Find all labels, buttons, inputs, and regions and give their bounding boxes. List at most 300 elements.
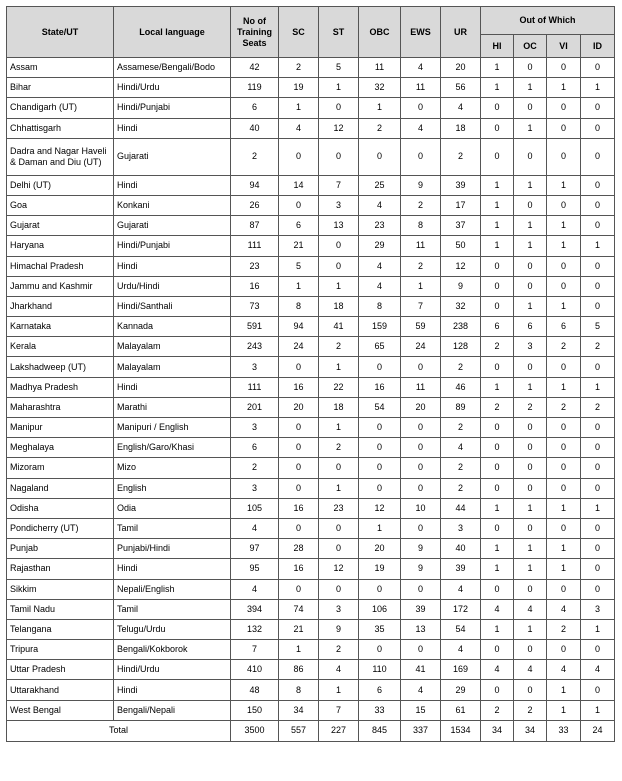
value-cell: 1	[581, 377, 615, 397]
table-row	[7, 195, 615, 215]
value-cell: 2	[441, 357, 481, 377]
value-cell: 0	[279, 438, 319, 458]
value-cell: 4	[441, 98, 481, 118]
value-cell: 3	[319, 195, 359, 215]
value-cell: 1	[581, 498, 615, 518]
value-cell: 2	[319, 640, 359, 660]
table-row	[7, 337, 615, 357]
total-cell: 34	[514, 720, 547, 741]
value-cell: 0	[481, 296, 514, 316]
table-row	[7, 216, 615, 236]
language-cell: Hindi	[114, 559, 231, 579]
value-cell: 22	[319, 377, 359, 397]
value-cell: 0	[359, 579, 401, 599]
language-cell: Hindi/Santhali	[114, 296, 231, 316]
value-cell: 0	[514, 276, 547, 296]
value-cell: 40	[231, 118, 279, 138]
value-cell: 0	[581, 58, 615, 78]
value-cell: 0	[581, 256, 615, 276]
value-cell: 5	[581, 317, 615, 337]
table-row	[7, 397, 615, 417]
header-language: Local language	[114, 7, 231, 58]
state-cell: Telangana	[7, 619, 114, 639]
value-cell: 3	[231, 357, 279, 377]
value-cell: 4	[231, 518, 279, 538]
state-cell: Jammu and Kashmir	[7, 276, 114, 296]
value-cell: 172	[441, 599, 481, 619]
value-cell: 1	[581, 236, 615, 256]
value-cell: 61	[441, 700, 481, 720]
table-row	[7, 579, 615, 599]
header-ur: UR	[441, 7, 481, 58]
value-cell: 48	[231, 680, 279, 700]
value-cell: 0	[581, 458, 615, 478]
value-cell: 0	[514, 58, 547, 78]
table-row	[7, 296, 615, 316]
state-cell: West Bengal	[7, 700, 114, 720]
state-cell: Odisha	[7, 498, 114, 518]
state-cell: Bihar	[7, 78, 114, 98]
value-cell: 9	[441, 276, 481, 296]
value-cell: 16	[279, 377, 319, 397]
value-cell: 0	[401, 458, 441, 478]
value-cell: 1	[547, 236, 581, 256]
value-cell: 1	[547, 559, 581, 579]
value-cell: 0	[359, 640, 401, 660]
value-cell: 1	[481, 175, 514, 195]
table-row	[7, 377, 615, 397]
value-cell: 1	[481, 377, 514, 397]
value-cell: 0	[319, 236, 359, 256]
value-cell: 4	[401, 680, 441, 700]
state-cell: Meghalaya	[7, 438, 114, 458]
value-cell: 0	[547, 58, 581, 78]
total-cell: 845	[359, 720, 401, 741]
value-cell: 0	[279, 478, 319, 498]
training-seats-table	[6, 6, 615, 742]
total-cell: 24	[581, 720, 615, 741]
value-cell: 201	[231, 397, 279, 417]
language-cell: Punjabi/Hindi	[114, 539, 231, 559]
value-cell: 4	[279, 118, 319, 138]
total-row	[7, 720, 615, 741]
value-cell: 39	[401, 599, 441, 619]
value-cell: 111	[231, 236, 279, 256]
value-cell: 2	[319, 438, 359, 458]
total-cell: 337	[401, 720, 441, 741]
value-cell: 0	[401, 438, 441, 458]
value-cell: 0	[547, 478, 581, 498]
value-cell: 0	[481, 98, 514, 118]
language-cell: Manipuri / English	[114, 418, 231, 438]
value-cell: 8	[279, 296, 319, 316]
value-cell: 19	[279, 78, 319, 98]
value-cell: 11	[401, 78, 441, 98]
value-cell: 1	[319, 357, 359, 377]
state-cell: Nagaland	[7, 478, 114, 498]
language-cell: Kannada	[114, 317, 231, 337]
value-cell: 1	[581, 78, 615, 98]
value-cell: 1	[319, 680, 359, 700]
value-cell: 7	[401, 296, 441, 316]
value-cell: 4	[319, 660, 359, 680]
value-cell: 11	[401, 236, 441, 256]
value-cell: 105	[231, 498, 279, 518]
value-cell: 0	[547, 118, 581, 138]
value-cell: 0	[547, 357, 581, 377]
header-id: ID	[581, 35, 615, 58]
header-state: State/UT	[7, 7, 114, 58]
value-cell: 18	[319, 397, 359, 417]
value-cell: 1	[547, 216, 581, 236]
value-cell: 0	[514, 579, 547, 599]
value-cell: 1	[481, 498, 514, 518]
value-cell: 35	[359, 619, 401, 639]
value-cell: 40	[441, 539, 481, 559]
value-cell: 0	[481, 418, 514, 438]
value-cell: 2	[441, 418, 481, 438]
state-cell: Karnataka	[7, 317, 114, 337]
table-row	[7, 276, 615, 296]
value-cell: 73	[231, 296, 279, 316]
value-cell: 0	[319, 539, 359, 559]
table-row	[7, 539, 615, 559]
language-cell: Tamil	[114, 599, 231, 619]
value-cell: 1	[547, 78, 581, 98]
value-cell: 5	[319, 58, 359, 78]
state-cell: Haryana	[7, 236, 114, 256]
value-cell: 0	[547, 518, 581, 538]
table-row	[7, 58, 615, 78]
table-row	[7, 138, 615, 175]
value-cell: 0	[547, 438, 581, 458]
value-cell: 0	[319, 518, 359, 538]
value-cell: 26	[231, 195, 279, 215]
value-cell: 8	[359, 296, 401, 316]
value-cell: 0	[481, 357, 514, 377]
value-cell: 6	[231, 438, 279, 458]
language-cell: Tamil	[114, 518, 231, 538]
value-cell: 4	[547, 660, 581, 680]
language-cell: Hindi/Urdu	[114, 660, 231, 680]
value-cell: 169	[441, 660, 481, 680]
value-cell: 0	[359, 438, 401, 458]
value-cell: 5	[279, 256, 319, 276]
value-cell: 0	[319, 256, 359, 276]
value-cell: 4	[514, 599, 547, 619]
value-cell: 15	[401, 700, 441, 720]
value-cell: 7	[319, 700, 359, 720]
value-cell: 1	[319, 78, 359, 98]
value-cell: 0	[581, 478, 615, 498]
value-cell: 1	[547, 700, 581, 720]
value-cell: 1	[547, 680, 581, 700]
value-cell: 50	[441, 236, 481, 256]
value-cell: 4	[581, 660, 615, 680]
table-row	[7, 438, 615, 458]
value-cell: 10	[401, 498, 441, 518]
value-cell: 3	[581, 599, 615, 619]
value-cell: 97	[231, 539, 279, 559]
value-cell: 1	[279, 98, 319, 118]
value-cell: 1	[481, 236, 514, 256]
value-cell: 0	[514, 640, 547, 660]
table-body	[7, 58, 615, 721]
value-cell: 0	[514, 458, 547, 478]
state-cell: Chandigarh (UT)	[7, 98, 114, 118]
value-cell: 1	[581, 619, 615, 639]
value-cell: 2	[231, 138, 279, 175]
value-cell: 0	[401, 357, 441, 377]
state-cell: Punjab	[7, 539, 114, 559]
value-cell: 3	[514, 337, 547, 357]
value-cell: 2	[481, 397, 514, 417]
value-cell: 1	[514, 296, 547, 316]
value-cell: 0	[581, 579, 615, 599]
state-cell: Manipur	[7, 418, 114, 438]
total-cell: 34	[481, 720, 514, 741]
value-cell: 0	[514, 418, 547, 438]
value-cell: 0	[581, 296, 615, 316]
value-cell: 0	[514, 478, 547, 498]
value-cell: 4	[401, 118, 441, 138]
value-cell: 1	[514, 559, 547, 579]
total-cell: 227	[319, 720, 359, 741]
value-cell: 4	[359, 256, 401, 276]
table-row	[7, 619, 615, 639]
value-cell: 65	[359, 337, 401, 357]
language-cell: Nepali/English	[114, 579, 231, 599]
table-row	[7, 599, 615, 619]
state-cell: Sikkim	[7, 579, 114, 599]
value-cell: 0	[359, 138, 401, 175]
value-cell: 0	[581, 175, 615, 195]
table-row	[7, 357, 615, 377]
value-cell: 0	[401, 518, 441, 538]
language-cell: English	[114, 478, 231, 498]
value-cell: 0	[401, 640, 441, 660]
value-cell: 410	[231, 660, 279, 680]
value-cell: 0	[359, 418, 401, 438]
value-cell: 29	[441, 680, 481, 700]
state-cell: Uttarakhand	[7, 680, 114, 700]
value-cell: 0	[359, 478, 401, 498]
value-cell: 1	[481, 559, 514, 579]
language-cell: Hindi/Urdu	[114, 78, 231, 98]
value-cell: 12	[319, 118, 359, 138]
value-cell: 0	[581, 357, 615, 377]
value-cell: 0	[481, 138, 514, 175]
language-cell: Hindi	[114, 118, 231, 138]
value-cell: 54	[441, 619, 481, 639]
value-cell: 94	[231, 175, 279, 195]
value-cell: 1	[514, 619, 547, 639]
value-cell: 0	[279, 579, 319, 599]
value-cell: 0	[401, 138, 441, 175]
state-cell: Gujarat	[7, 216, 114, 236]
table-row	[7, 78, 615, 98]
table-row	[7, 458, 615, 478]
value-cell: 0	[581, 216, 615, 236]
value-cell: 0	[401, 418, 441, 438]
value-cell: 106	[359, 599, 401, 619]
value-cell: 0	[279, 195, 319, 215]
value-cell: 0	[581, 276, 615, 296]
value-cell: 0	[401, 478, 441, 498]
value-cell: 591	[231, 317, 279, 337]
value-cell: 0	[514, 680, 547, 700]
value-cell: 0	[279, 418, 319, 438]
value-cell: 1	[547, 175, 581, 195]
value-cell: 0	[581, 438, 615, 458]
value-cell: 4	[481, 599, 514, 619]
language-cell: Marathi	[114, 397, 231, 417]
value-cell: 0	[279, 458, 319, 478]
value-cell: 9	[401, 559, 441, 579]
value-cell: 94	[279, 317, 319, 337]
value-cell: 56	[441, 78, 481, 98]
value-cell: 0	[319, 98, 359, 118]
state-cell: Goa	[7, 195, 114, 215]
state-cell: Uttar Pradesh	[7, 660, 114, 680]
value-cell: 2	[547, 337, 581, 357]
value-cell: 0	[514, 518, 547, 538]
value-cell: 0	[279, 357, 319, 377]
total-cell: 557	[279, 720, 319, 741]
value-cell: 0	[581, 138, 615, 175]
value-cell: 4	[441, 579, 481, 599]
value-cell: 44	[441, 498, 481, 518]
total-label: Total	[7, 720, 231, 741]
table-row	[7, 680, 615, 700]
language-cell: Gujarati	[114, 216, 231, 236]
language-cell: Hindi/Punjabi	[114, 236, 231, 256]
value-cell: 34	[279, 700, 319, 720]
value-cell: 132	[231, 619, 279, 639]
value-cell: 0	[547, 458, 581, 478]
value-cell: 1	[279, 640, 319, 660]
value-cell: 1	[581, 700, 615, 720]
header-out-of-which: Out of Which	[481, 7, 615, 35]
value-cell: 21	[279, 619, 319, 639]
value-cell: 2	[279, 58, 319, 78]
value-cell: 0	[514, 256, 547, 276]
header-hi: HI	[481, 35, 514, 58]
value-cell: 41	[401, 660, 441, 680]
value-cell: 0	[581, 518, 615, 538]
value-cell: 16	[279, 559, 319, 579]
value-cell: 12	[319, 559, 359, 579]
value-cell: 1	[514, 539, 547, 559]
value-cell: 111	[231, 377, 279, 397]
value-cell: 29	[359, 236, 401, 256]
value-cell: 0	[319, 458, 359, 478]
table-row	[7, 317, 615, 337]
value-cell: 12	[359, 498, 401, 518]
value-cell: 1	[514, 118, 547, 138]
value-cell: 6	[481, 317, 514, 337]
value-cell: 21	[279, 236, 319, 256]
value-cell: 24	[401, 337, 441, 357]
value-cell: 0	[581, 418, 615, 438]
table-row	[7, 660, 615, 680]
value-cell: 33	[359, 700, 401, 720]
value-cell: 7	[231, 640, 279, 660]
language-cell: Mizo	[114, 458, 231, 478]
value-cell: 2	[514, 700, 547, 720]
header-st: ST	[319, 7, 359, 58]
value-cell: 0	[481, 478, 514, 498]
value-cell: 0	[481, 518, 514, 538]
value-cell: 1	[547, 377, 581, 397]
value-cell: 16	[231, 276, 279, 296]
language-cell: Bengali/Nepali	[114, 700, 231, 720]
language-cell: Urdu/Hindi	[114, 276, 231, 296]
value-cell: 86	[279, 660, 319, 680]
value-cell: 74	[279, 599, 319, 619]
value-cell: 11	[401, 377, 441, 397]
value-cell: 2	[319, 337, 359, 357]
value-cell: 1	[279, 276, 319, 296]
state-cell: Kerala	[7, 337, 114, 357]
value-cell: 0	[547, 418, 581, 438]
value-cell: 3	[231, 478, 279, 498]
value-cell: 2	[231, 458, 279, 478]
language-cell: Telugu/Urdu	[114, 619, 231, 639]
state-cell: Dadra and Nagar Haveli & Daman and Diu (UT)	[7, 138, 114, 175]
value-cell: 0	[547, 276, 581, 296]
value-cell: 13	[319, 216, 359, 236]
value-cell: 9	[401, 539, 441, 559]
language-cell: Hindi	[114, 680, 231, 700]
value-cell: 4	[401, 58, 441, 78]
header-ews: EWS	[401, 7, 441, 58]
value-cell: 0	[514, 138, 547, 175]
value-cell: 9	[319, 619, 359, 639]
value-cell: 0	[319, 138, 359, 175]
value-cell: 119	[231, 78, 279, 98]
value-cell: 14	[279, 175, 319, 195]
value-cell: 23	[231, 256, 279, 276]
table-row	[7, 700, 615, 720]
value-cell: 23	[359, 216, 401, 236]
total-cell: 1534	[441, 720, 481, 741]
value-cell: 1	[359, 98, 401, 118]
state-cell: Lakshadweep (UT)	[7, 357, 114, 377]
value-cell: 2	[359, 118, 401, 138]
value-cell: 110	[359, 660, 401, 680]
value-cell: 0	[481, 118, 514, 138]
value-cell: 8	[401, 216, 441, 236]
value-cell: 2	[581, 337, 615, 357]
language-cell: Konkani	[114, 195, 231, 215]
value-cell: 18	[441, 118, 481, 138]
value-cell: 2	[441, 458, 481, 478]
value-cell: 0	[547, 640, 581, 660]
value-cell: 0	[547, 98, 581, 118]
table-row	[7, 478, 615, 498]
table-row	[7, 418, 615, 438]
value-cell: 0	[514, 98, 547, 118]
state-cell: Pondicherry (UT)	[7, 518, 114, 538]
table-row	[7, 559, 615, 579]
value-cell: 0	[581, 98, 615, 118]
language-cell: Malayalam	[114, 357, 231, 377]
value-cell: 6	[547, 317, 581, 337]
value-cell: 0	[581, 680, 615, 700]
value-cell: 3	[441, 518, 481, 538]
value-cell: 238	[441, 317, 481, 337]
